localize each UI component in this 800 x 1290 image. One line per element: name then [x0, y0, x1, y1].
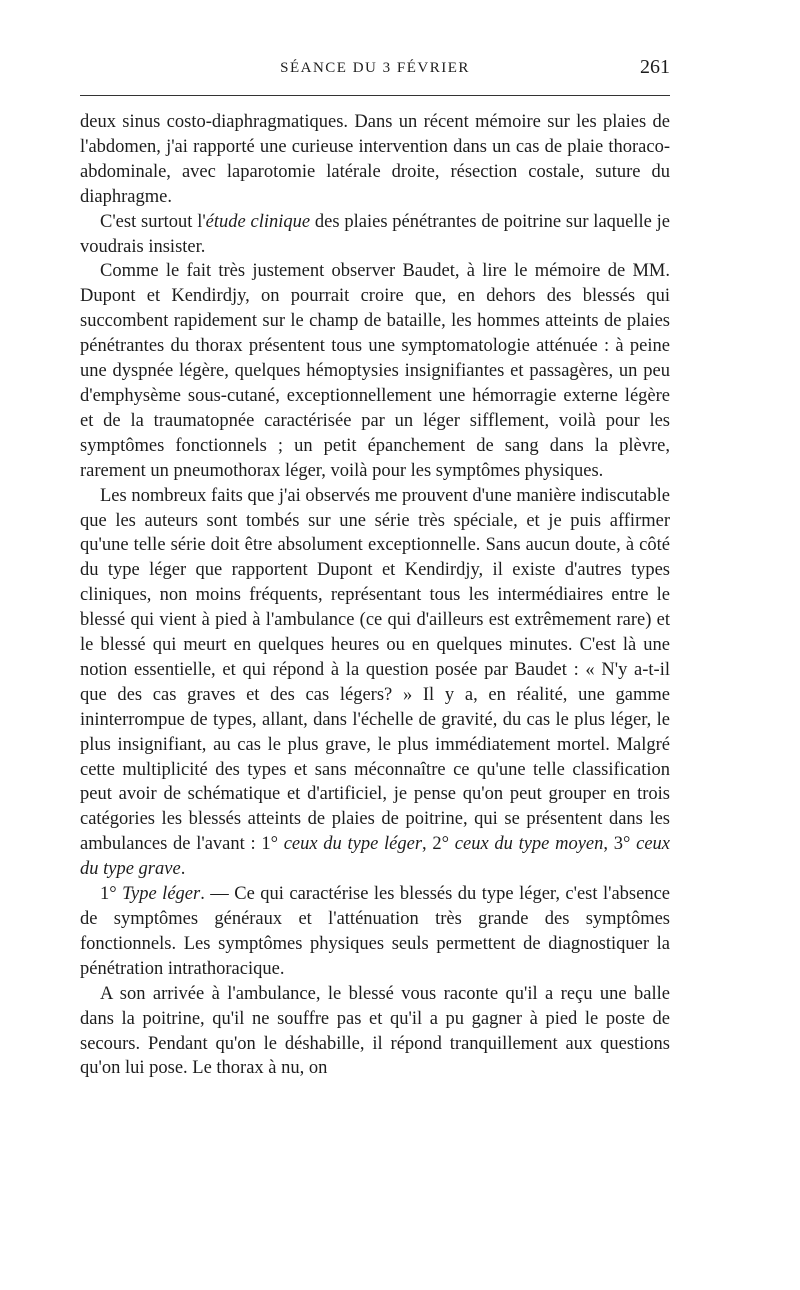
text-run: . — Ce qui caractérise les blessés du type léger, c'est l'absence de symptômes généraux et l'atténuation très grande des symptômes fonctionnels. Les symptômes physiques seuls permettent de diagnostiquer la pénétration intrathoracique. — [80, 884, 670, 979]
paragraph — [80, 210, 670, 260]
text-run: Comme le fait très justement observer Baudet, à lire le mémoire de MM. Dupont et Kendirdjy, on pourrait croire que, en dehors des blessés qui succombent rapidement sur le champ de bataille, les hommes atteints de plaies pénétrantes du thorax présentent tous une symptomatologie atténuée : à peine une dyspnée légère, quelques hémoptysies insignifiantes et passagères, un peu d'emphysème sous-cutané, exceptionnellement une hémorragie externe légère et de la traumatopnée caractérisée par un léger sifflement, voilà pour les symptômes fonctionnels ; un petit épanchement de sang dans la plèvre, rarement un pneumothorax léger, voilà pour les symptômes physiques. — [80, 261, 670, 481]
page-number: 261 — [640, 56, 670, 78]
italic-run: ceux du type léger — [283, 834, 423, 855]
running-head — [80, 56, 670, 84]
paragraph — [80, 982, 670, 1082]
text-run: C'est surtout l' — [100, 211, 206, 232]
text-run: , 2° — [422, 834, 455, 855]
italic-run: étude clinique — [205, 211, 311, 232]
text-run: deux sinus costo-diaphragmatiques. Dans un récent mémoire sur les plaies de l'abdomen, j'ai rapporté une curieuse intervention dans un cas de plaie thoraco-abdominale, avec laparotomie latérale droite, résection costale, suture du diaphragme. — [80, 112, 670, 207]
italic-run: ceux du type grave — [80, 834, 671, 880]
paragraph — [80, 110, 670, 210]
text-run: A son arrivée à l'ambulance, le blessé vous raconte qu'il a reçu une balle dans la poitrine, qu'il ne souffre pas et qu'il a pu gagner à pied le poste de secours. Pendant qu'on le déshabille, il répond tranquillement aux questions qu'on lui pose. Le thorax à nu, on — [80, 983, 670, 1079]
italic-run: ceux du type moyen — [454, 834, 604, 855]
header-rule — [80, 95, 670, 96]
text-run: , 3° — [603, 834, 637, 855]
paragraph — [80, 259, 670, 483]
text-run: . — [180, 859, 186, 880]
italic-run: Type léger — [122, 884, 201, 905]
paragraph — [80, 484, 670, 883]
text-run: des plaies pénétrantes de poitrine sur laquelle je voudrais insister. — [80, 211, 670, 257]
running-title: SÉANCE DU 3 FÉVRIER — [280, 60, 470, 76]
paragraph — [80, 882, 670, 982]
text-run: 1° — [100, 884, 123, 905]
body-text — [80, 110, 670, 1081]
text-run: Les nombreux faits que j'ai observés me prouvent d'une manière indiscutable que les auteurs sont tombés sur une série très spéciale, et je puis affirmer qu'une telle série doit être absolument exceptionnelle. Sans aucun doute, à côté du type léger que rapportent Dupont et Kendirdjy, il existe d'autres types cliniques, non moins fréquents, représentant tous les intermédiaires entre le blessé qui vient à pied à l'ambulance (ce qui d'ailleurs est extrêmement rare) et le blessé qui meurt en quelques heures ou en quelques minutes. C'est là une notion essentielle, et qui répond à la question posée par Baudet : « N'y a-t-il que des cas graves et des cas légers? » Il y a, en réalité, une gamme ininterrompue de types, allant, dans l'échelle de gravité, du cas le plus léger, le plus insignifiant, au cas le plus grave, le plus immédiatement mortel. Malgré cette multiplicité des types et sans méconnaître ce qu'une telle classification peut avoir de schématique et d'artificiel, je pense qu'on peut grouper en trois catégories les blessés atteints de plaies de poitrine, qui se présentent dans les ambulances de l'avant : 1° — [80, 485, 670, 855]
